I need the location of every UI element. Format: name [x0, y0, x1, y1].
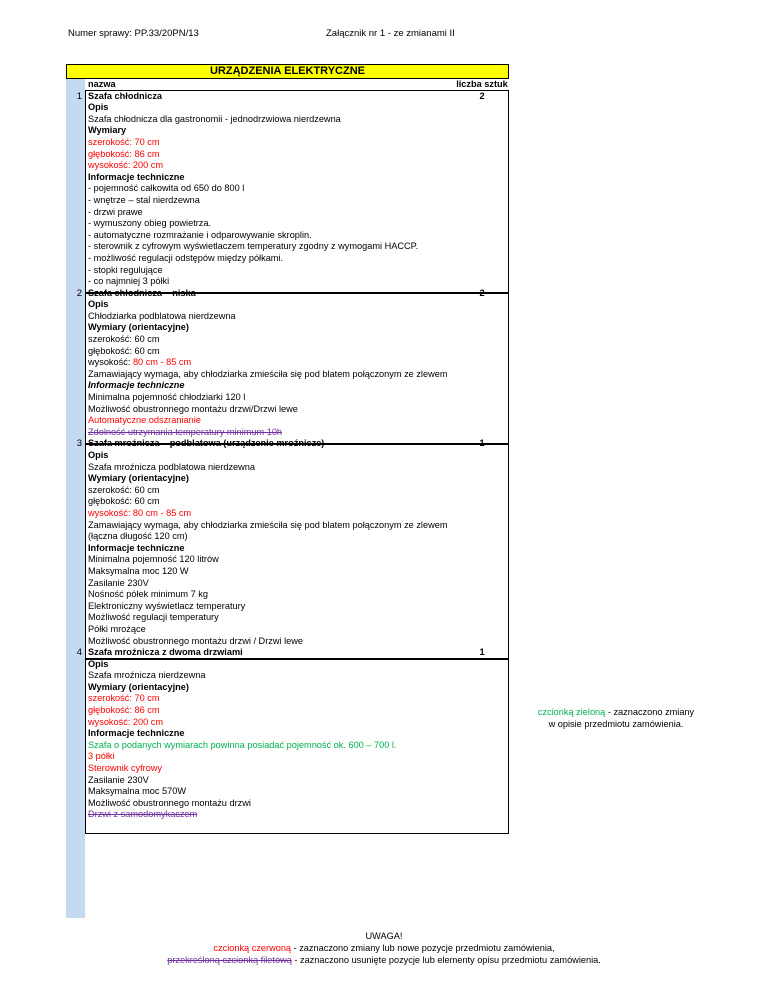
- line-text: - automatyczne rozmrażanie i odparowywanie skroplin.: [88, 229, 312, 240]
- line-text: Opis: [88, 299, 109, 310]
- side-legend-note: [512, 706, 720, 730]
- line-text: Opis: [88, 658, 109, 669]
- line-text: Możliwość regulacji temperatury: [88, 612, 219, 623]
- line-text: Zasilanie 230V: [88, 774, 149, 785]
- footer-red-line: [0, 942, 768, 954]
- line-text: Nośność półek minimum 7 kg: [88, 589, 208, 600]
- line-text: Zamawiający wymaga, aby chłodziarka zmieściła się pod blatem połączonym ze zlewem: [88, 368, 448, 379]
- footer-red-label: czcionką czerwoną: [213, 943, 292, 953]
- column-header-qty: liczba sztuk: [456, 79, 508, 89]
- line-text: szerokość: 60 cm: [88, 484, 160, 495]
- line-text-highlight: 80 cm - 85 cm: [132, 357, 192, 368]
- line-text: Szafa chłodnicza – niska: [88, 287, 196, 298]
- line-text: Zasilanie 230V: [88, 577, 149, 588]
- line-text: Elektroniczny wyświetlacz temperatury: [88, 600, 246, 611]
- line-text: głębokość: 86 cm: [88, 148, 160, 159]
- column-header-name: nazwa: [88, 79, 116, 89]
- line-text: Informacje techniczne: [88, 542, 185, 553]
- footer-strike-desc: - zaznaczono usunięte pozycje lub elementy opisu przedmiotu zamówienia.: [291, 955, 601, 965]
- line-text: głębokość: 86 cm: [88, 705, 160, 716]
- side-note-green: czcionką zieloną: [537, 707, 606, 717]
- line-text: Drzwi z samodomykaczem: [88, 809, 198, 820]
- line-text: Minimalna pojemność chłodziarki 120 l: [88, 392, 246, 403]
- line-text: Maksymalna moc 570W: [88, 786, 187, 797]
- line-text: Zamawiający wymaga, aby chłodziarka zmieściła się pod blatem połączonym ze zlewem: [88, 519, 448, 530]
- line-text: - pojemność całkowita od 650 do 800 l: [88, 183, 245, 194]
- line-text: głębokość: 60 cm: [88, 496, 160, 507]
- line-text: Szafa chłodnicza dla gastronomii - jednodrzwiowa nierdzewna: [88, 113, 341, 124]
- line-text: Informacje techniczne: [88, 728, 185, 739]
- line-text: Szafa mroźnicza – podblatowa (urządzenie mroźnicze): [88, 438, 325, 449]
- line-text: - stopki regulujące: [88, 264, 163, 275]
- item-number: 3: [76, 438, 82, 450]
- line-text: Możliwość obustronnego montażu drzwi: [88, 797, 251, 808]
- line-text: Maksymalna moc 120 W: [88, 565, 189, 576]
- item-box-4: [85, 659, 509, 834]
- item-quantity: 1: [479, 438, 485, 449]
- item-number: 4: [76, 647, 82, 659]
- item-box-3: [85, 444, 509, 659]
- line-text: - wymuszony obieg powietrza.: [88, 218, 212, 229]
- attachment-label: Załącznik nr 1 - ze zmianami II: [326, 28, 455, 39]
- line-text: Wymiary (orientacyjne): [88, 322, 189, 333]
- line-text: Szafa o podanych wymiarach powinna posiadać pojemność ok. 600 – 700 l.: [88, 739, 397, 750]
- line-text: Chłodziarka podblatowa nierdzewna: [88, 310, 236, 321]
- item-box-1: [85, 90, 509, 293]
- line-text: Wymiary (orientacyjne): [88, 681, 189, 692]
- item-number: 1: [76, 90, 82, 102]
- line-text: Półki mrożące: [88, 623, 146, 634]
- line-text: Sterownik cyfrowy: [88, 763, 163, 774]
- footer-warning: UWAGA!: [365, 931, 403, 941]
- line-text: szerokość: 70 cm: [88, 693, 160, 704]
- item-number: 2: [76, 287, 82, 299]
- footer-strike-line: [0, 954, 768, 966]
- case-number: Numer sprawy: PP.33/20PN/13: [68, 28, 199, 39]
- item-box-2: [85, 293, 509, 444]
- line-text: Informacje techniczne: [88, 380, 185, 391]
- side-note-rest: - zaznaczono zmiany: [605, 707, 695, 717]
- line-text: wysokość: 200 cm: [88, 160, 164, 171]
- footer-red-desc: - zaznaczono zmiany lub nowe pozycje przedmiotu zamówienia,: [291, 943, 555, 953]
- line-text: Zdolność utrzymania temperatury minimum 10h: [88, 426, 283, 437]
- line-text: Minimalna pojemność 120 litrów: [88, 554, 219, 565]
- line-text: Szafa mroźnicza z dwoma drzwiami: [88, 647, 243, 658]
- line-text: Informacje techniczne: [88, 171, 185, 182]
- side-note-line2: w opisie przedmiotu zamówienia.: [548, 719, 684, 729]
- line-text: Szafa mroźnicza podblatowa nierdzewna: [88, 461, 255, 472]
- line-text: głębokość: 60 cm: [88, 345, 160, 356]
- line-text: 3 półki: [88, 751, 115, 762]
- line-text: szerokość: 70 cm: [88, 136, 160, 147]
- line-text: - drzwi prawe: [88, 206, 143, 217]
- column-header-row: [66, 79, 509, 91]
- line-text: Opis: [88, 450, 109, 460]
- line-text: Szafa mroźnicza nierdzewna: [88, 670, 206, 681]
- line-text: - wnętrze – stal nierdzewna: [88, 194, 200, 205]
- line-text: wysokość: 200 cm: [88, 716, 164, 727]
- section-title: URZĄDZENIA ELEKTRYCZNE: [66, 64, 509, 79]
- line-text: Wymiary: [88, 125, 127, 136]
- line-text: Opis: [88, 102, 109, 113]
- line-text: - możliwość regulacji odstępów między półkami.: [88, 252, 284, 263]
- item-quantity: 2: [479, 90, 485, 101]
- line-text: - co najmniej 3 półki: [88, 276, 170, 287]
- item-quantity: 1: [479, 647, 485, 658]
- line-text: Możliwość obustronnego montażu drzwi / Drzwi lewe: [88, 635, 303, 646]
- line-text: Wymiary (orientacyjne): [88, 473, 189, 484]
- footer-legend: [0, 930, 768, 966]
- line-text: Możliwość obustronnego montażu drzwi/Drzwi lewe: [88, 403, 298, 414]
- line-text: Szafa chłodnicza: [88, 90, 163, 101]
- line-text: - sterownik z cyfrowym wyświetlaczem temperatury zgodny z wymogami HACCP.: [88, 241, 419, 252]
- line-text: wysokość: 80 cm - 85 cm: [88, 507, 192, 518]
- line-text: szerokość: 60 cm: [88, 334, 160, 345]
- line-text: (łączna długość 120 cm): [88, 531, 188, 542]
- item-quantity: 2: [479, 287, 485, 298]
- line-text: Automatyczne odszranianie: [88, 415, 201, 426]
- line-text: wysokość:: [88, 357, 133, 368]
- footer-strike-label: przekreśloną czcionką filetową: [167, 955, 292, 965]
